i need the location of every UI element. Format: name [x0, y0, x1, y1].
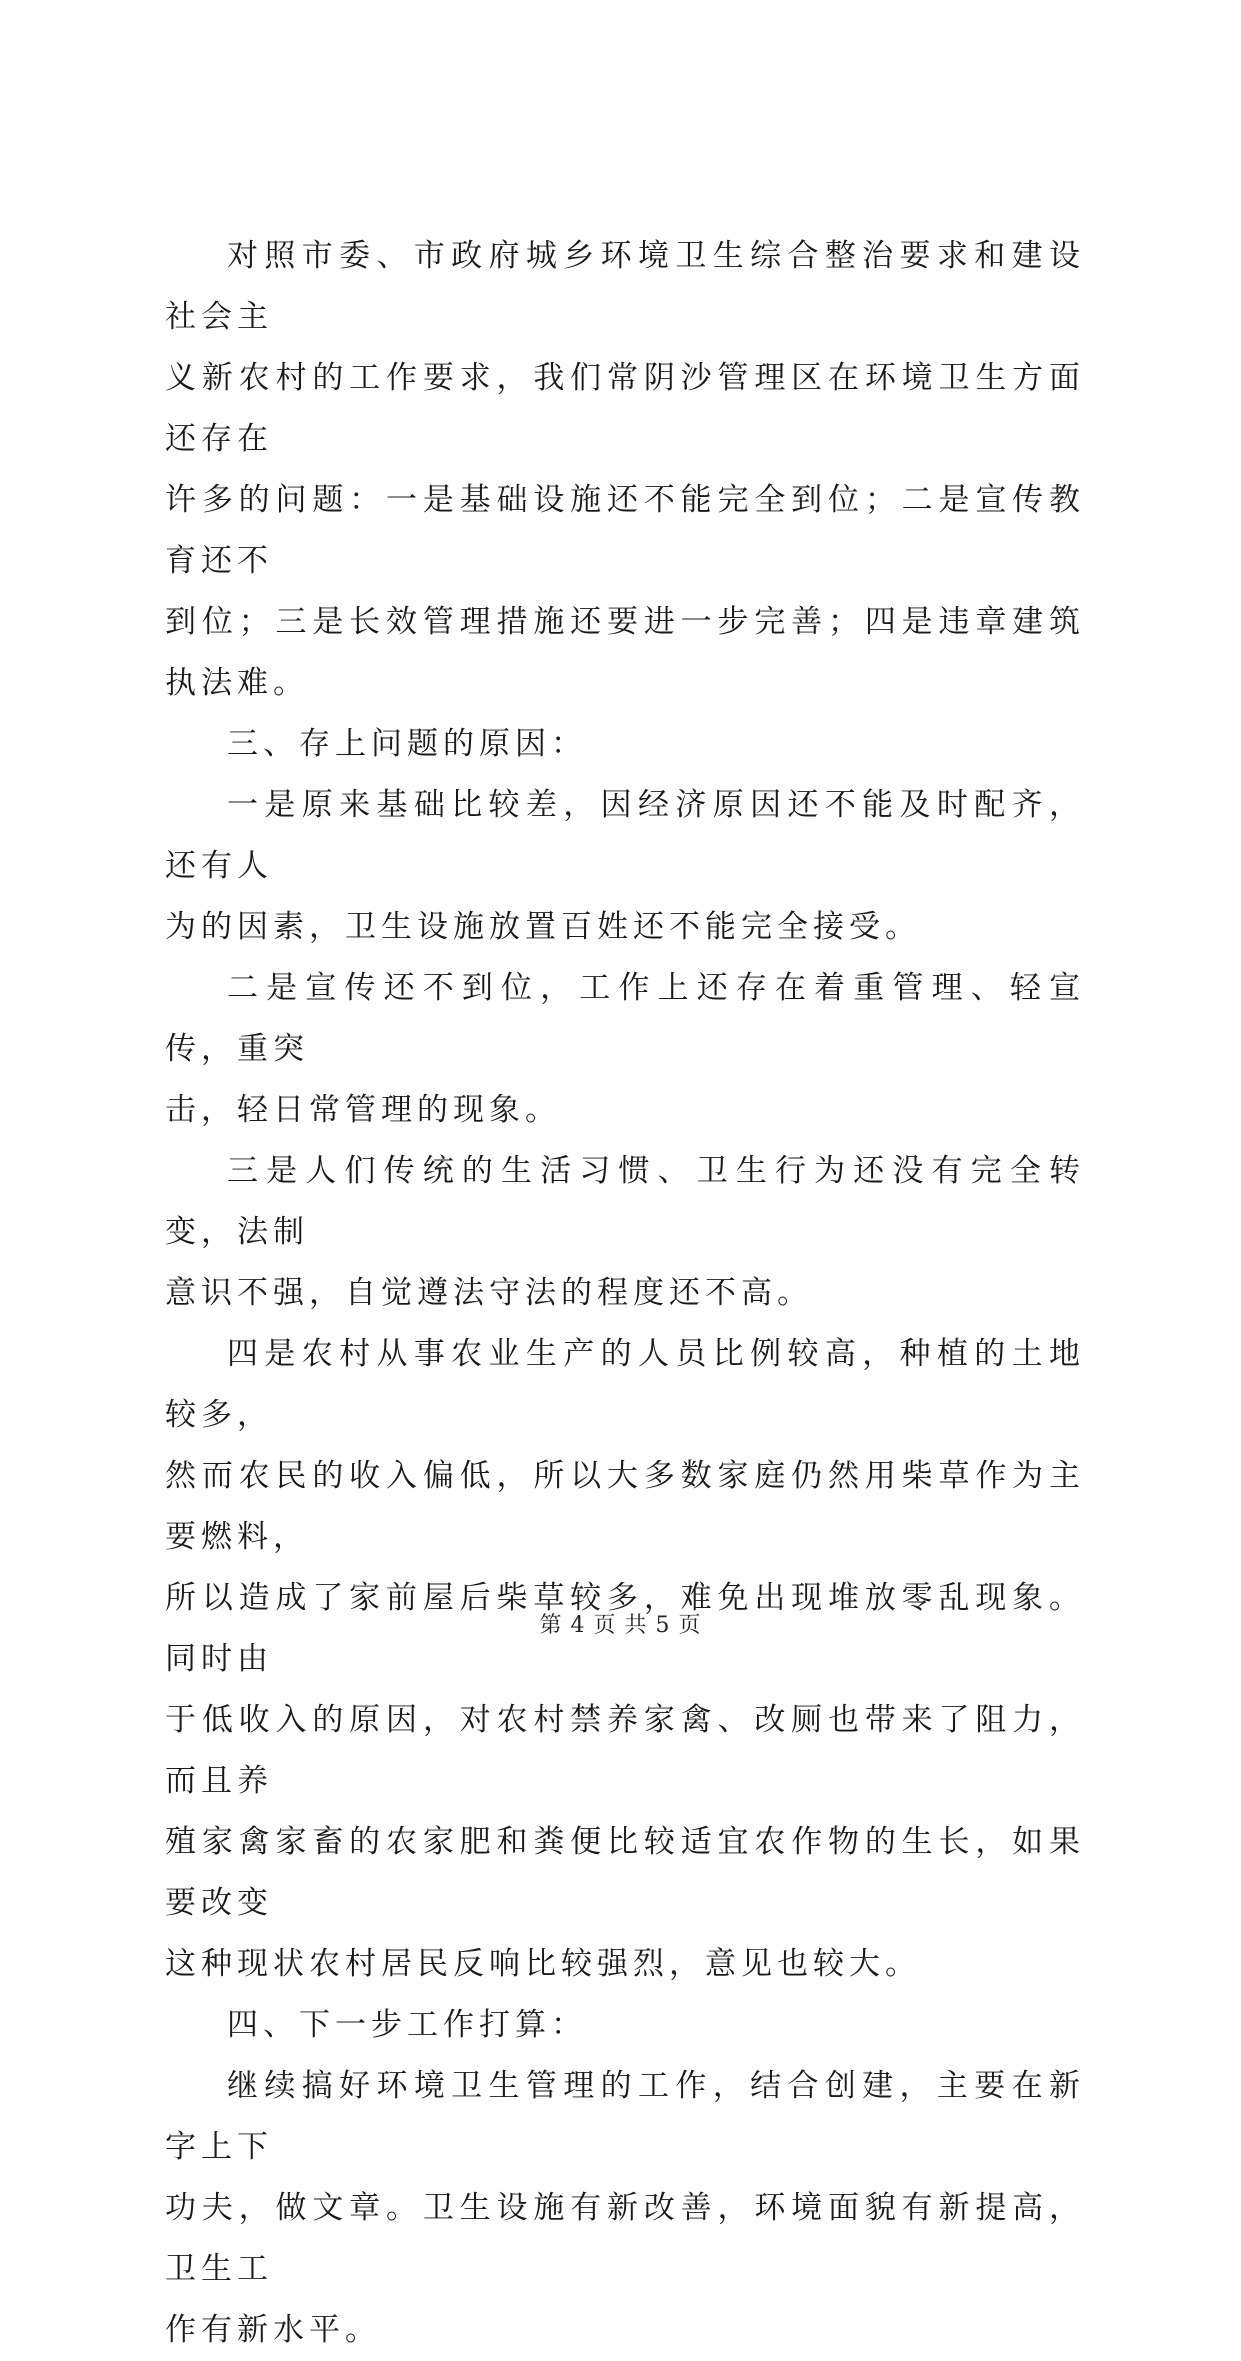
paragraph-environment-problems: 对照市委、市政府城乡环境卫生综合整治要求和建设社会主 义新农村的工作要求，我们常阴沙管理区在环境卫生方面还存在 许多的问题：一是基础设施还不能完全到位；二是宣传教育还不 到位；三是长效管理措施还要进一步完善；四是违章建筑执法难。 [165, 238, 1085, 701]
paragraph-cause-1: 一是原来基础比较差，因经济原因还不能及时配齐，还有人 为的因素，卫生设施放置百姓还不能完全接受。 [165, 787, 1085, 945]
paragraph-cause-2: 二是宣传还不到位，工作上还存在着重管理、轻宣传，重突 击，轻日常管理的现象。 [165, 970, 1085, 1128]
paragraph-cause-4: 四是农村从事农业生产的人员比例较高，种植的土地较多， 然而农民的收入偏低，所以大多数家庭仍然用柴草作为主要燃料， 所以造成了家前屋后柴草较多，难免出现堆放零乱现象。同时由 于低收入的原因，对农村禁养家禽、改厕也带来了阻力，而且养 殖家禽家畜的农家肥和粪便比较适宜农作物的生长，如果要改变 这种现状农村居民反响比较强烈，意见也较大。 [165, 1336, 1085, 1982]
section-heading-causes: 三、存上问题的原因： [227, 726, 587, 762]
paragraph-cause-3: 三是人们传统的生活习惯、卫生行为还没有完全转变，法制 意识不强，自觉遵法守法的程度还不高。 [165, 1153, 1085, 1311]
document-body [165, 226, 1085, 2361]
section-heading-next-steps: 四、下一步工作打算： [227, 2007, 587, 2043]
paragraph-next-steps: 继续搞好环境卫生管理的工作，结合创建，主要在新字上下 功夫，做文章。卫生设施有新改善，环境面貌有新提高，卫生工 作有新水平。 [165, 2068, 1085, 2348]
page-number-footer: 第 4 页 共 5 页 [539, 1613, 702, 1638]
